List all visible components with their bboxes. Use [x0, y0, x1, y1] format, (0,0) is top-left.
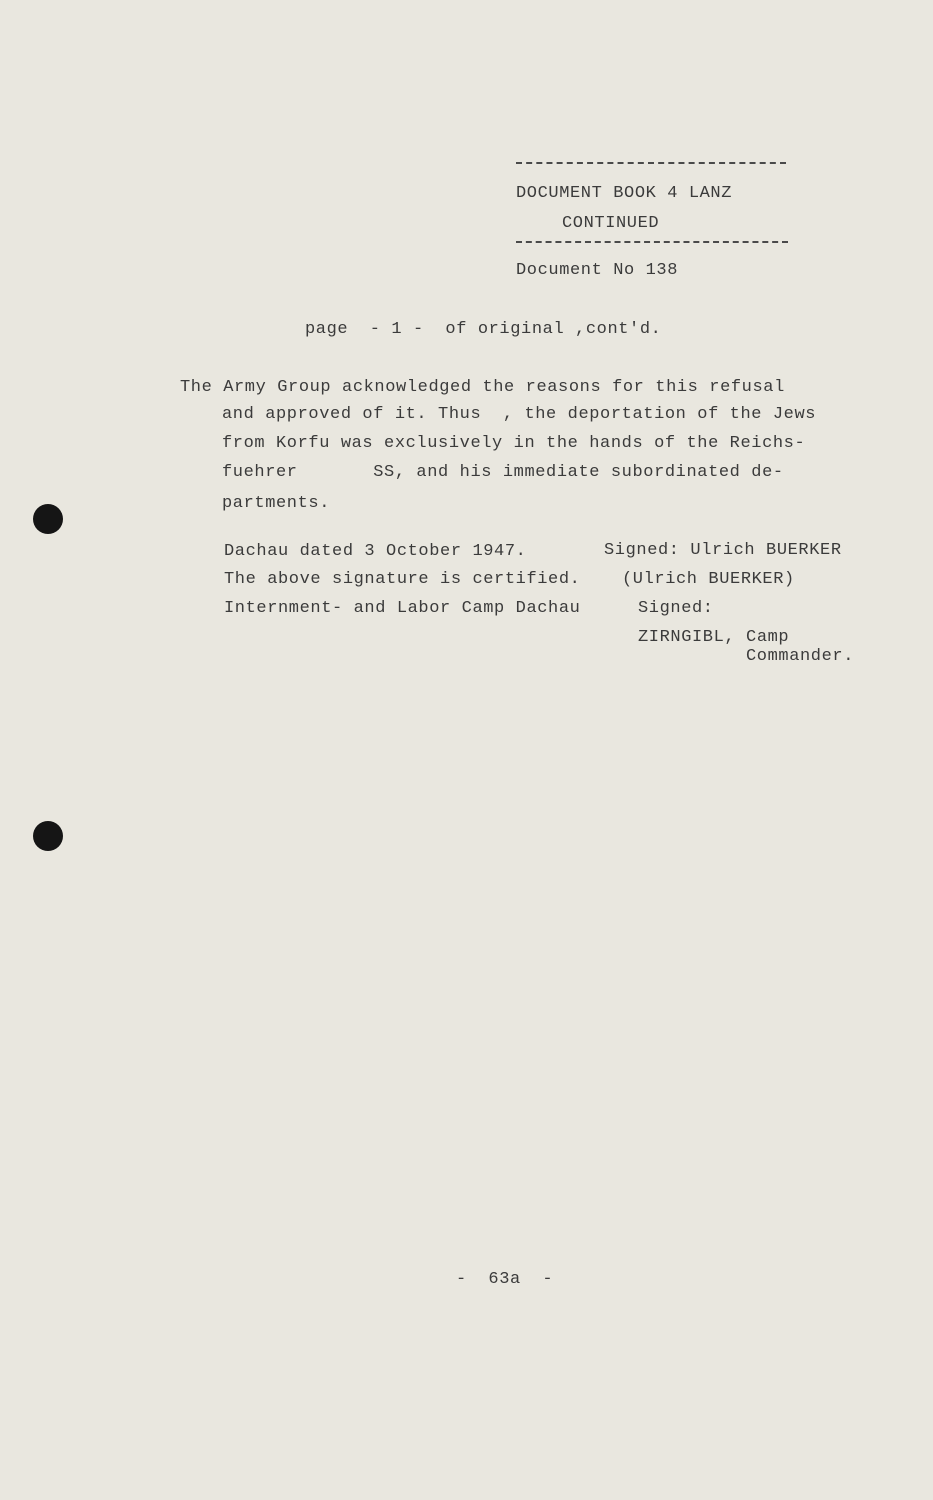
certification-statement: The above signature is certified.: [224, 570, 581, 589]
certifying-institution: Internment- and Labor Camp Dachau: [224, 599, 581, 618]
page-reference: page - 1 - of original ,cont'd.: [305, 320, 662, 339]
header-title: DOCUMENT BOOK 4 LANZ: [516, 184, 733, 203]
certification-date: Dachau dated 3 October 1947.: [224, 542, 527, 561]
second-signature-line: Signed:: [638, 599, 714, 618]
body-line-1: The Army Group acknowledged the reasons for this refusal: [180, 378, 785, 397]
commander-title: Commander.: [746, 647, 855, 666]
body-line-3: from Korfu was exclusively in the hands of the Reichs-: [222, 434, 806, 453]
header-subtitle: CONTINUED: [562, 214, 660, 233]
body-line-4: fuehrer SS, and his immediate subordinated de-: [222, 463, 784, 482]
header-rule-bottom: [516, 241, 788, 243]
body-line-5: partments.: [222, 494, 331, 513]
binder-hole-top: [33, 504, 63, 534]
signature-line: Signed: Ulrich BUERKER: [604, 541, 842, 560]
page-number: - 63a -: [456, 1270, 554, 1289]
body-line-2: and approved of it. Thus , the deportation of the Jews: [222, 405, 817, 424]
header-rule-top: [516, 162, 786, 164]
document-number: Document No 138: [516, 261, 679, 280]
signatory-name: (Ulrich BUERKER): [622, 570, 795, 589]
commander-name: ZIRNGIBL, Camp: [638, 628, 790, 647]
binder-hole-bottom: [33, 821, 63, 851]
